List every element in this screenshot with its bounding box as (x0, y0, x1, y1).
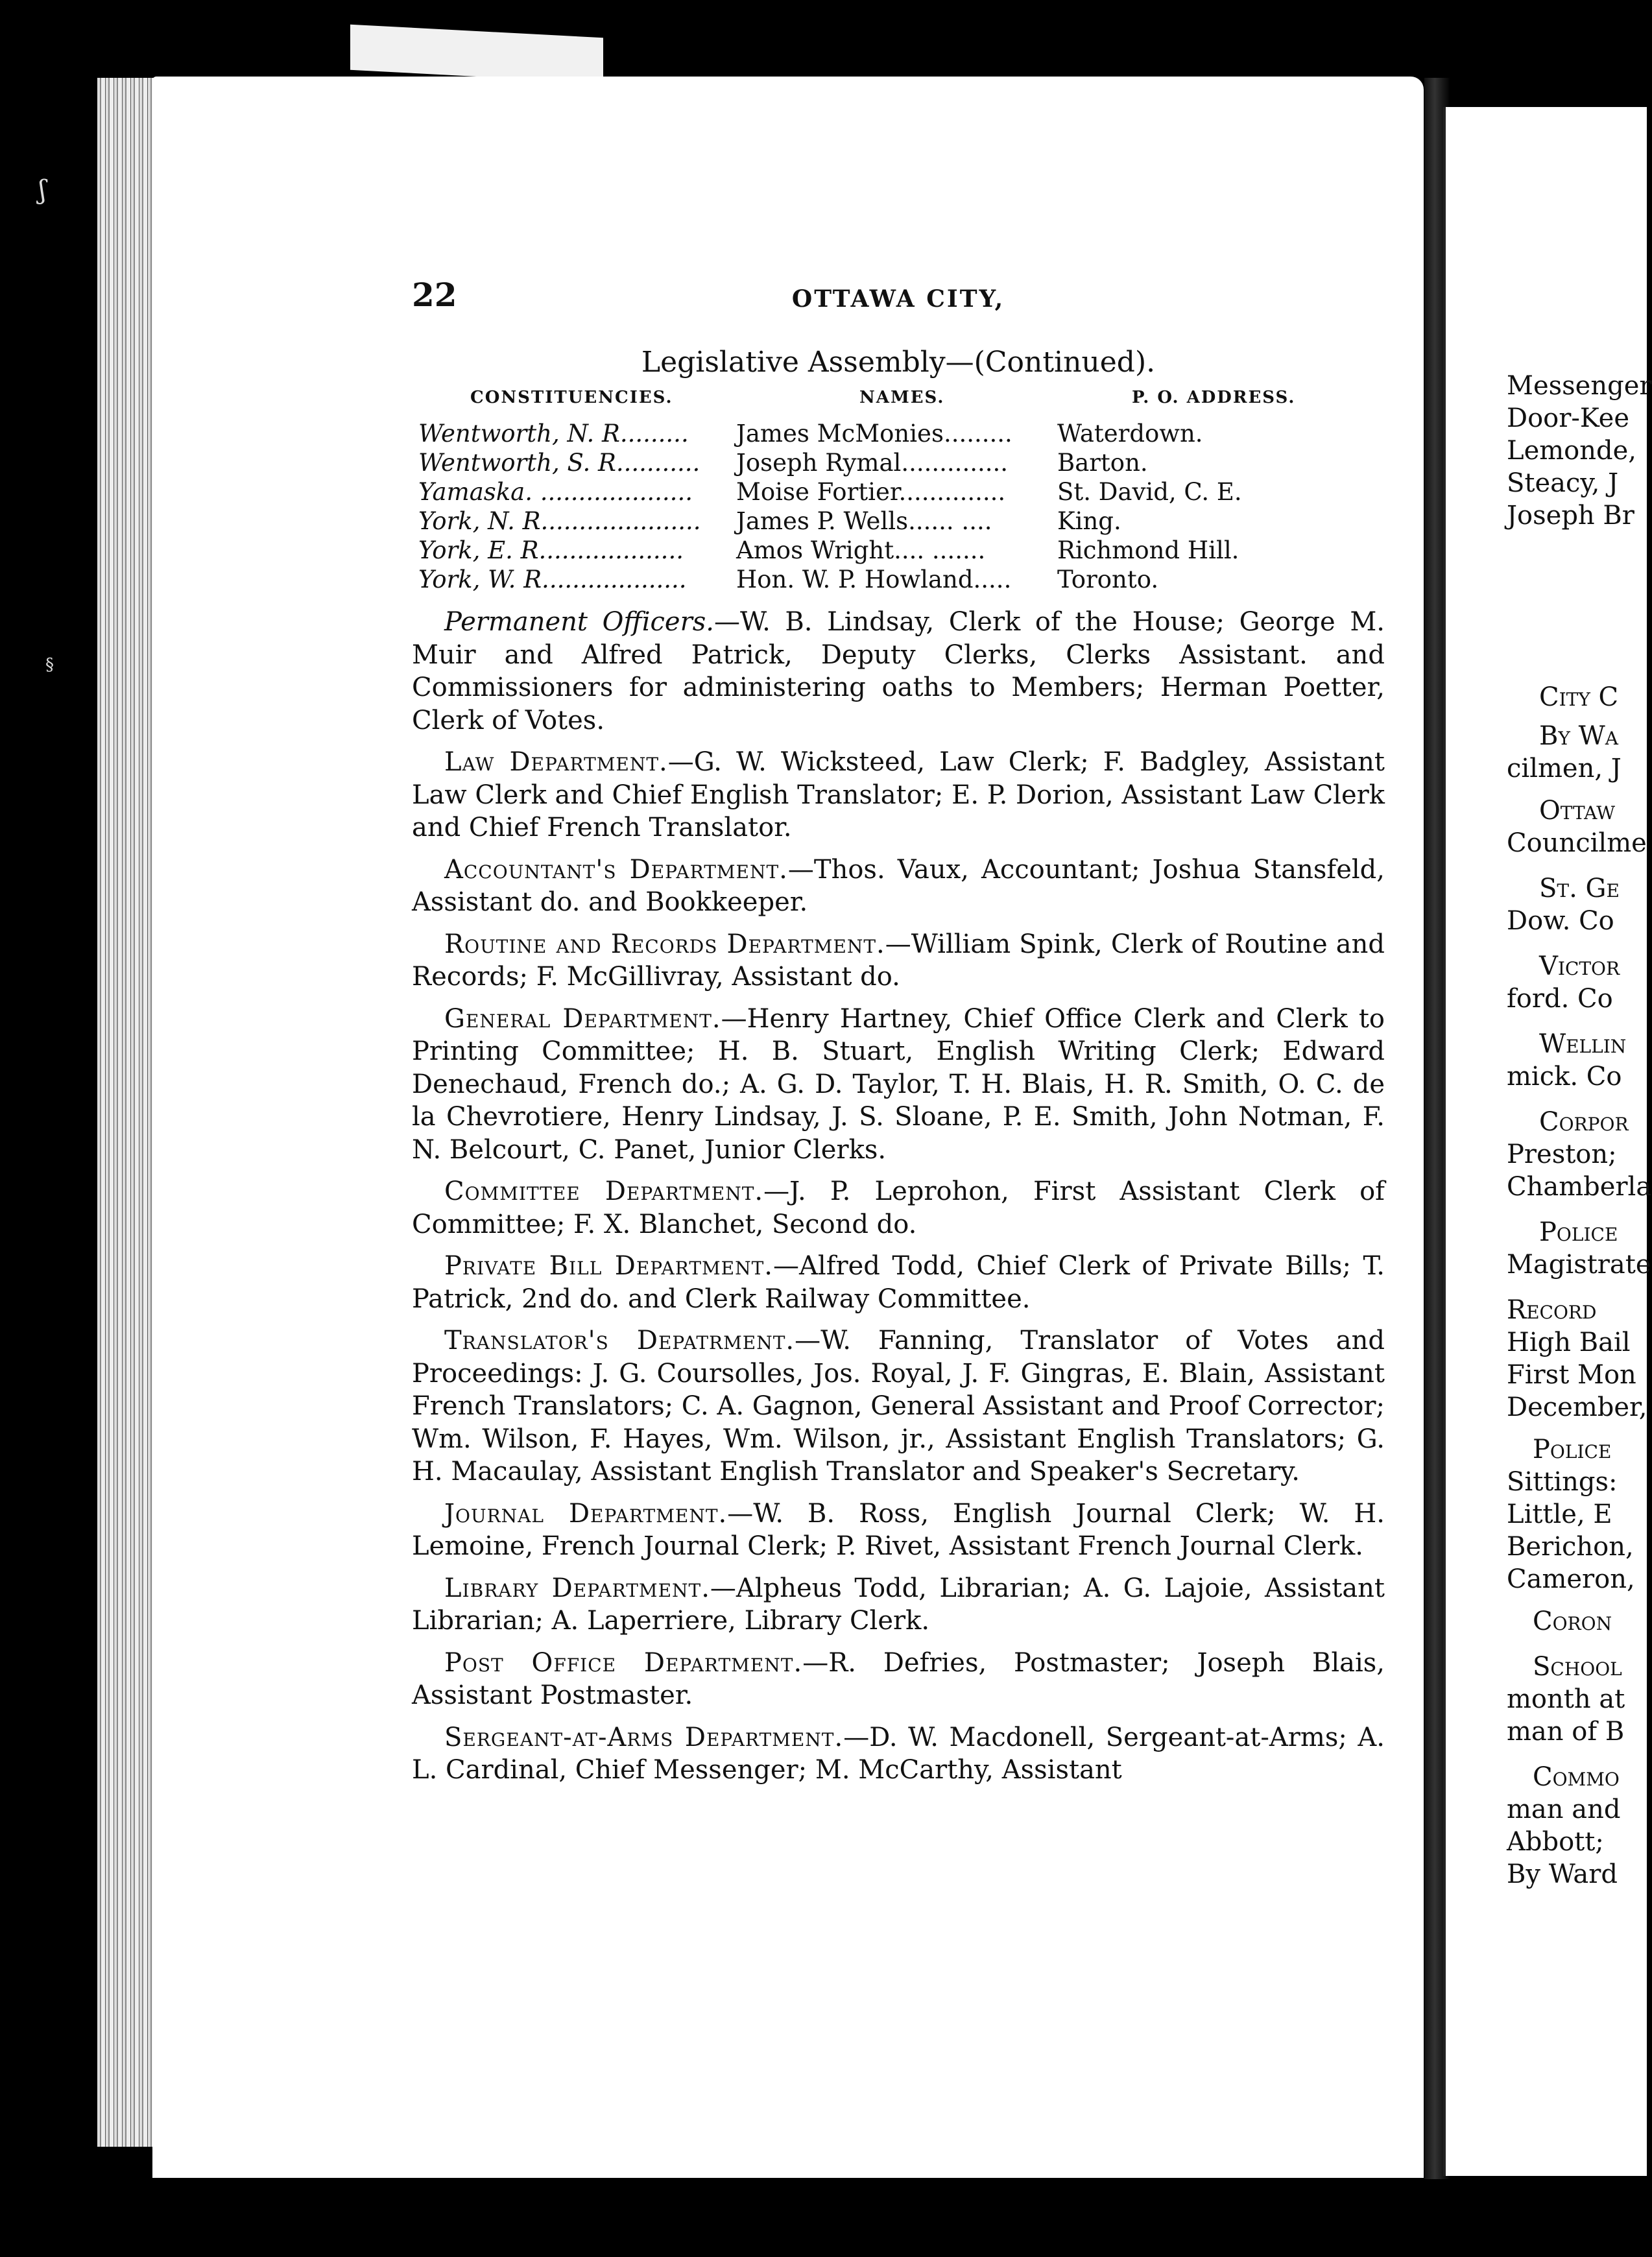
dept-text: —R. Defries, Postmaster; Joseph Blais, Assistant Postmaster. (412, 1647, 1385, 1710)
constituency: Yamaska. .................... (418, 478, 693, 506)
dept-heading: Post Office Department. (444, 1647, 803, 1678)
right-page-line: St. Ge (1539, 874, 1620, 903)
right-page-line: Record (1507, 1295, 1597, 1325)
dept-law (412, 746, 1385, 844)
right-page-line: cilmen, J (1507, 754, 1622, 783)
constituency: York, E. R................... (418, 536, 684, 564)
dept-text: —Alfred Todd, Chief Clerk of Private Bills; T. Patrick, 2nd do. and Clerk Railway Committee. (412, 1251, 1385, 1314)
constituency: York, W. R................... (418, 566, 687, 593)
right-page-line: Corpor (1539, 1107, 1629, 1137)
margin-speck: ʃ (39, 175, 46, 205)
dept-text: —G. W. Wicksteed, Law Clerk; F. Badgley, Assistant Law Clerk and Chief English Translator; E. P. Dorion, Assistant Law Clerk and Chief French Translator. (412, 747, 1385, 842)
roster-row (412, 419, 1385, 448)
margin-speck: § (45, 655, 54, 675)
dept-text: —W. B. Ross, English Journal Clerk; W. H. Lemoine, French Journal Clerk; P. Rivet, Assistant French Journal Clerk. (412, 1498, 1385, 1561)
constituency: Wentworth, N. R......... (418, 420, 689, 448)
column-header-address: P. O. ADDRESS. (1132, 388, 1296, 407)
right-page-line: ford. Co (1507, 984, 1613, 1014)
right-page-line: Abbott; (1507, 1827, 1604, 1857)
post-office-address: St. David, C. E. (1057, 478, 1242, 506)
dept-heading: Library Department. (444, 1573, 710, 1603)
roster-row (412, 565, 1385, 594)
right-page-line: Door-Kee (1507, 403, 1630, 433)
dept-translator (412, 1324, 1385, 1488)
right-page-line: First Mon (1507, 1360, 1636, 1390)
right-page-line: man of B (1507, 1717, 1625, 1747)
dept-post-office (412, 1647, 1385, 1712)
post-office-address: Toronto. (1057, 566, 1159, 593)
roster-row (412, 477, 1385, 507)
dept-private-bill (412, 1250, 1385, 1315)
roster-row (412, 507, 1385, 536)
column-header-names: NAMES. (859, 388, 945, 407)
dept-text: —Thos. Vaux, Accountant; Joshua Stansfeld, Assistant do. and Bookkeeper. (412, 854, 1385, 917)
dept-heading: Journal Department. (444, 1498, 728, 1529)
right-page-line: Ottaw (1539, 796, 1615, 826)
dept-heading: Law Department. (444, 747, 668, 777)
dept-heading: Accountant's Department. (444, 854, 788, 885)
right-page-line: Coron (1533, 1606, 1612, 1636)
right-page-line: Lemonde, (1507, 436, 1636, 466)
dept-text: —J. P. Leprohon, First Assistant Clerk of Committee; F. X. Blanchet, Second do. (412, 1176, 1385, 1239)
dept-text: —Alpheus Todd, Librarian; A. G. Lajoie, Assistant Librarian; A. Laperriere, Library Clerk. (412, 1573, 1385, 1636)
right-page-line: Wellin (1539, 1029, 1627, 1059)
right-page-line: Dow. Co (1507, 906, 1614, 936)
right-page-line: City C (1539, 682, 1619, 712)
running-head: OTTAWA CITY, (791, 285, 1005, 313)
right-page-line: month at (1507, 1684, 1625, 1714)
dept-text: —Henry Hartney, Chief Office Clerk and Clerk to Printing Committee; H. B. Stuart, English Writing Clerk; Edward Denechaud, French do.; A. G. D. Taylor, T. H. Blais, H. R. Smith, O. C. de la Chevrotiere, Henry Lindsay, J. S. Sloane, P. E. Smith, John Notman, F. N. Belcourt, C. Panet, Junior Clerks. (412, 1003, 1385, 1165)
right-page-line: School (1533, 1652, 1622, 1682)
dept-library (412, 1572, 1385, 1638)
right-page-line: By Wa (1539, 721, 1618, 751)
page-tab-edge (350, 25, 603, 83)
page-number: 22 (412, 276, 457, 314)
page-content (412, 259, 1385, 1796)
column-headers (412, 383, 1385, 415)
right-page-line: Commo (1533, 1762, 1620, 1792)
dept-text: —D. W. Macdonell, Sergeant-at-Arms; A. L. Cardinal, Chief Messenger; M. McCarthy, Assistant (412, 1722, 1385, 1785)
right-page-line: December, (1507, 1392, 1647, 1422)
dept-heading: Private Bill Department. (444, 1251, 774, 1281)
dept-general (412, 1003, 1385, 1167)
dept-text: —W. B. Lindsay, Clerk of the House; George M. Muir and Alfred Patrick, Deputy Clerks, Clerks Assistant. and Commissioners for administering oaths to Members; Herman Poetter, Clerk of Votes. (412, 607, 1385, 735)
right-page-line: By Ward (1507, 1859, 1618, 1889)
roster-row (412, 536, 1385, 565)
right-page-line: Councilme (1507, 828, 1647, 858)
right-page-line: Steacy, J (1507, 468, 1619, 498)
dept-journal (412, 1498, 1385, 1563)
dept-heading: Routine and Records Department. (444, 929, 885, 959)
page-header (412, 259, 1385, 318)
dept-text: —William Spink, Clerk of Routine and Records; F. McGillivray, Assistant do. (412, 929, 1385, 992)
member-roster (412, 419, 1385, 594)
column-header-constituencies: CONSTITUENCIES. (470, 388, 673, 407)
dept-text: —W. Fanning, Translator of Votes and Proceedings: J. G. Coursolles, Jos. Royal, J. F. Gingras, E. Blain, Assistant French Translators; C. A. Gagnon, General Assistant and Proof Corrector; Wm. Wilson, F. Hayes, Wm. Wilson, jr., Assistant English Translators; G. H. Macaulay, Assistant English Translator and Speaker's Secretary. (412, 1326, 1385, 1487)
right-page-line: Joseph Br (1507, 501, 1634, 531)
dept-heading: General Department. (444, 1003, 721, 1034)
dept-heading: Sergeant-at-Arms Department. (444, 1722, 844, 1752)
roster-row (412, 448, 1385, 477)
dept-committee (412, 1175, 1385, 1241)
section-title: Legislative Assembly—(Continued). (641, 346, 1156, 379)
dept-heading: Translator's Depatrment. (444, 1326, 795, 1355)
dept-permanent-officers (412, 606, 1385, 737)
right-page-fragment (1507, 0, 1652, 2257)
dept-heading: Permanent Officers. (444, 607, 714, 637)
right-page-line: Little, E (1507, 1499, 1612, 1529)
member-name: James McMonies......... (736, 420, 1012, 448)
constituency: York, N. R..................... (418, 507, 701, 535)
right-page-line: mick. Co (1507, 1062, 1622, 1092)
member-name: James P. Wells...... .... (736, 507, 992, 535)
right-page-line: Magistrate (1507, 1250, 1651, 1280)
right-page-line: Berichon, (1507, 1532, 1634, 1562)
post-office-address: Barton. (1057, 449, 1148, 477)
dept-routine-records (412, 928, 1385, 994)
post-office-address: King. (1057, 507, 1121, 535)
post-office-address: Richmond Hill. (1057, 536, 1239, 564)
member-name: Moise Fortier.............. (736, 478, 1006, 506)
right-page-line: High Bail (1507, 1328, 1631, 1357)
member-name: Hon. W. P. Howland..... (736, 566, 1012, 593)
right-page-line: Police (1533, 1435, 1612, 1464)
right-page-line: Cameron, (1507, 1564, 1635, 1594)
member-name: Joseph Rymal.............. (736, 449, 1009, 477)
right-page-line: Messenger (1507, 371, 1652, 401)
dept-sergeant-at-arms (412, 1721, 1385, 1787)
dept-heading: Committee Department. (444, 1176, 764, 1206)
right-page-line: Victor (1539, 951, 1620, 981)
right-page-line: Police (1539, 1217, 1618, 1247)
right-page-line: Preston; (1507, 1140, 1617, 1169)
member-name: Amos Wright.... ....... (736, 536, 986, 564)
right-page-line: Sittings: (1507, 1467, 1618, 1497)
post-office-address: Waterdown. (1057, 420, 1203, 448)
dept-accountant (412, 854, 1385, 919)
right-page-line: man and (1507, 1795, 1621, 1824)
right-page-line: Chamberla (1507, 1172, 1652, 1202)
constituency: Wentworth, S. R........... (418, 449, 700, 477)
